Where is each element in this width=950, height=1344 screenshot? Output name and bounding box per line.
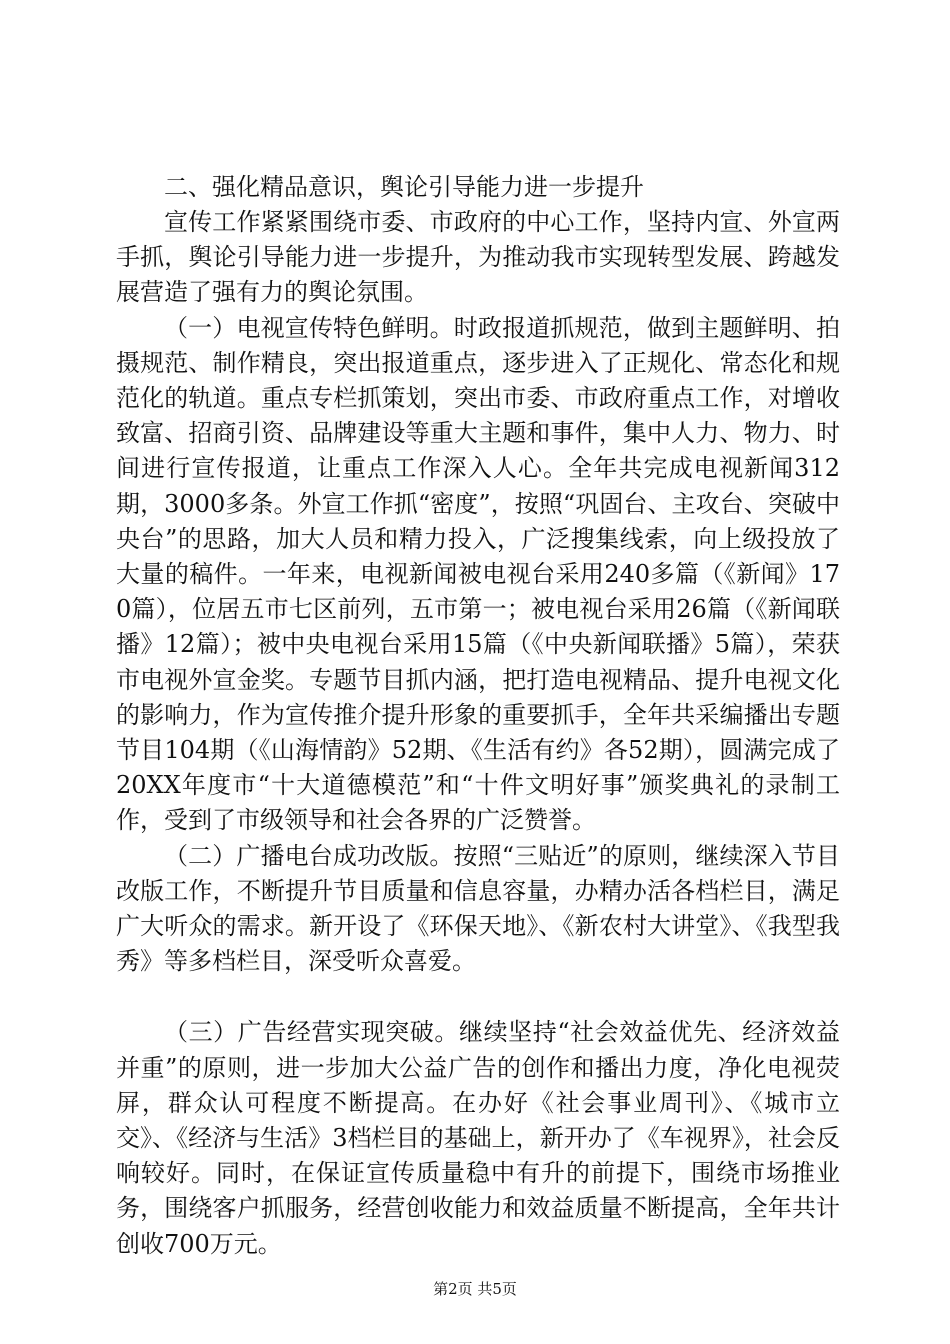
page-number-footer: 第2页 共5页 <box>433 1280 517 1298</box>
document-body <box>116 170 840 1262</box>
tv-publicity-paragraph: （一）电视宣传特色鲜明。时政报道抓规范，做到主题鲜明、拍摄规范、制作精良，突出报道重点，逐步进入了正规化、常态化和规范化的轨道。重点专栏抓策划，突出市委、市政府重点工作，对增收致富、招商引资、品牌建设等重大主题和事件，集中人力、物力、时间进行宣传报道，让重点工作深入人心。全年共完成电视新闻312期，3000多条。外宣工作抓“密度”，按照“巩固台、主攻台、突破中央台”的思路，加大人员和精力投入，广泛搜集线索，向上级投放了大量的稿件。一年来，电视新闻被电视台采用240多篇（《新闻》170篇），位居五市七区前列，五市第一；被电视台采用26篇（《新闻联播》12篇）；被中央电视台采用15篇（《中央新闻联播》5篇），荣获市电视外宣金奖。专题节目抓内涵，把打造电视精品、提升电视文化的影响力，作为宣传推介提升形象的重要抓手，全年共采编播出专题节目104期（《山海情韵》52期、《生活有约》各52期），圆满完成了20XX年度市“十大道德模范”和“十件文明好事”颁奖典礼的录制工作，受到了市级领导和社会各界的广泛赞誉。 <box>116 313 840 835</box>
section-heading: 二、强化精品意识，舆论引导能力进一步提升 <box>164 173 644 201</box>
radio-revamp-paragraph: （二）广播电台成功改版。按照“三贴近”的原则，继续深入节目改版工作，不断提升节目质量和信息容量，办精办活各档栏目，满足广大听众的需求。新开设了《环保天地》、《新农村大讲堂》、《我型我秀》等多档栏目，深受听众喜爱。 <box>116 841 840 976</box>
intro-paragraph: 宣传工作紧紧围绕市委、市政府的中心工作，坚持内宣、外宣两手抓，舆论引导能力进一步提升，为推动我市实现转型发展、跨越发展营造了强有力的舆论氛围。 <box>116 208 840 307</box>
advertising-paragraph: （三）广告经营实现突破。继续坚持“社会效益优先、经济效益并重”的原则，进一步加大公益广告的创作和播出力度，净化电视荧屏，群众认可程度不断提高。在办好《社会事业周刊》、《城市立交》、《经济与生活》3档栏目的基础上，新开办了《车视界》，社会反响较好。同时，在保证宣传质量稳中有升的前提下，围绕市场推业务，围绕客户抓服务，经营创收能力和效益质量不断提高，全年共计创收700万元。 <box>116 1018 840 1258</box>
